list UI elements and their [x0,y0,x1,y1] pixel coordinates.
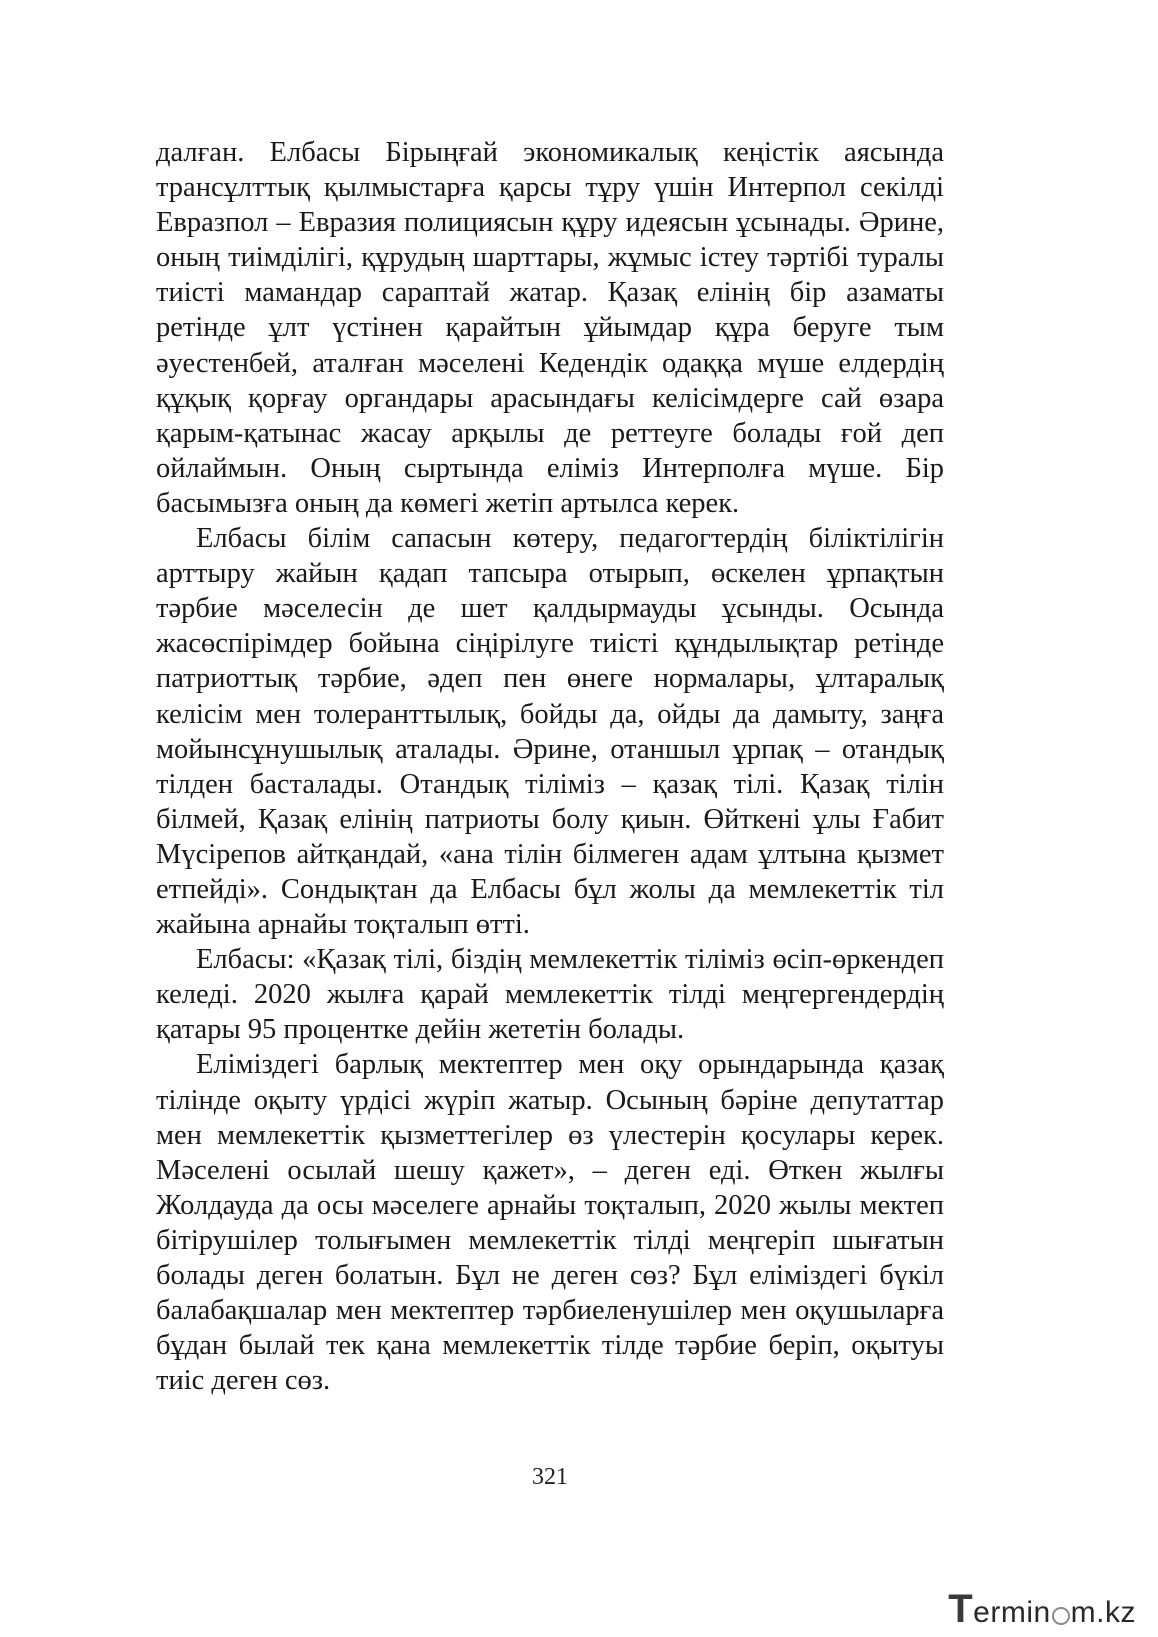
page-number: 321 [532,1464,568,1490]
page-body [156,135,944,1398]
paragraph-4: Еліміздегі барлық мектептер мен оқу орындарында қазақ тілінде оқыту үрдісі жүріп жатыр. Осының бәріне депутаттар мен мемлекеттік қызметтегілер өз үлестерін қосулары керек. Мәселені осылай шешу қажет», – деген еді. Өткен жылғы Жолдауда да осы мәселеге арнайы тоқталып, 2020 жылы мектеп бітірушілер толығымен мемлекеттік тілді меңгеріп шығатын болады деген болатын. Бұл не деген сөз? Бұл еліміздегі бүкіл балабақшалар мен мектептер тәрбиеленушілер мен оқушыларға бұдан былай тек қана мемлекеттік тілде тәрбие беріп, оқытуы тиіс деген сөз. [156,1049,944,1397]
watermark-text-after: m.kz [1070,1596,1136,1629]
magnifier-circle-icon [1052,1607,1070,1625]
paragraph-1: далған. Елбасы Бірыңғай экономикалық кеңістік аясында трансұлттық қылмыстарға қарсы тұру үшін Интерпол секілді Евразпол – Евразия полициясын құру идеясын ұсынады. Әрине, оның тиімділігі, құрудың шарттары, жұмыс істеу тәртібі туралы тиісті мамандар сараптай жатар. Қазақ елінің бір азаматы ретінде ұлт үстінен қарайтын ұйымдар құра беруге тым әуестенбей, аталған мәселені Кедендік одаққа мүше елдердің құқық қорғау органдары арасындағы келісімдерге сай өзара қарым-қатынас жасау арқылы де реттеуге болады ғой деп ойлаймын. Оның сыртында еліміз Интерполға мүше. Бір басымызға оның да көмегі жетіп артылса керек. [156,137,944,519]
site-watermark-logo [948,1587,1136,1631]
watermark-first-letter: T [948,1587,974,1631]
paragraph-3: Елбасы: «Қазақ тілі, біздің мемлекеттік тіліміз өсіп-өркендеп келеді. 2020 жылға қарай мемлекеттік тілді меңгергендердің қатары 95 процентке дейін жететін болады. [156,944,944,1046]
paragraph-2: Елбасы білім сапасын көтеру, педагогтердің біліктілігін арттыру жайын қадап тапсыра отырып, өскелен ұрпақтын тәрбие мәселесін де шет қалдырмауды ұсынды. Осында жасөспірімдер бойына сіңірілуге тиісті құндылықтар ретінде патриоттық тәрбие, әдеп пен өнеге нормалары, ұлтаралық келісім мен толеранттылық, бойды да, ойды да дамыту, заңға мойынсұнушылық аталады. Әрине, отаншыл ұрпақ – отандық тілден басталады. Отандық тіліміз – қазақ тілі. Қазақ тілін білмей, Қазақ елінің патриоты болу қиын. Өйткені ұлы Ғабит Мүсірепов айтқандай, «ана тілін білмеген адам ұлтына қызмет етпейді». Сондықтан да Елбасы бұл жолы да мемлекеттік тіл жайына арнайы тоқталып өтті. [156,523,944,941]
watermark-text-before: ermin [973,1596,1051,1629]
